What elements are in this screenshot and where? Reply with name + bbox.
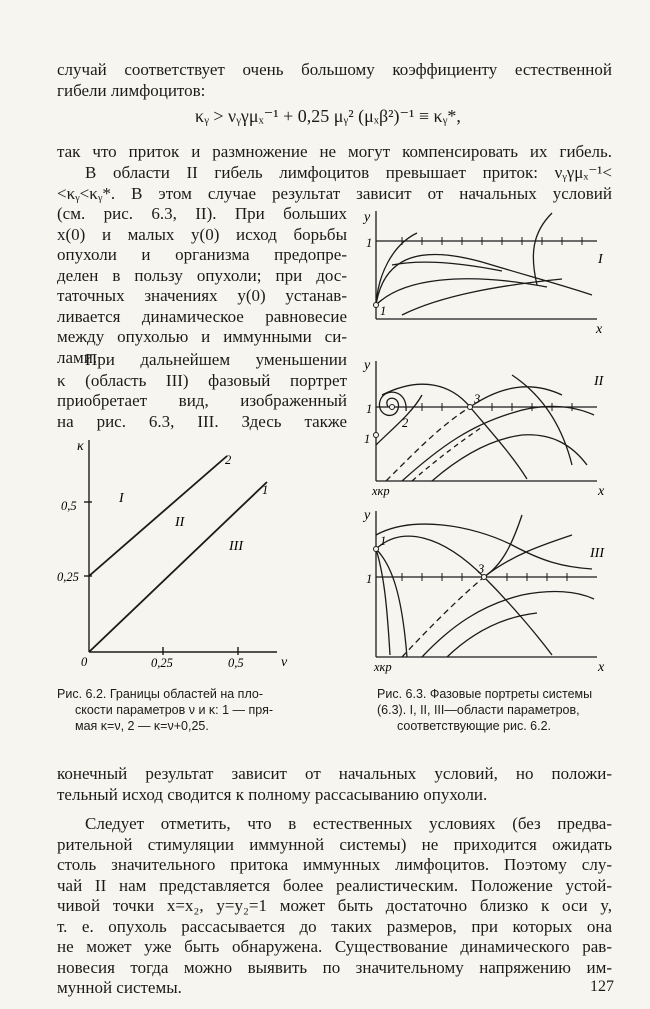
spiral	[379, 392, 406, 415]
x-axis-label: x	[596, 322, 603, 335]
x-critical-label: xкр	[372, 484, 390, 498]
trajectory	[376, 395, 422, 445]
y-one-label: 1	[366, 402, 373, 416]
text-line: таточных значениях y(0) устанав-	[57, 286, 347, 305]
figure-6-3-panel-III	[362, 505, 612, 675]
line-label-2: 2	[225, 453, 232, 467]
caption-line: соответствующие рис. 6.2.	[397, 719, 552, 733]
trajectory	[376, 233, 417, 305]
text-line: κ (область III) фазовый портрет	[57, 370, 347, 390]
trajectory	[533, 213, 552, 285]
text-line: Следует отметить, что в естественных условиях (без предва-	[85, 814, 612, 833]
text-line: случай соответствует очень большому коэффициенту естественной	[57, 60, 612, 79]
point-label-1: 1	[364, 432, 371, 446]
text-line: При дальнейшем уменьшении	[85, 350, 347, 369]
equilibrium-point-1	[374, 303, 379, 308]
equilibrium-point-1	[374, 433, 379, 438]
separatrix	[484, 535, 572, 577]
y-tick-label: 0,5	[61, 499, 77, 513]
y-tick-label: 0,25	[57, 570, 79, 584]
trajectory	[412, 427, 482, 481]
point-label-3: 3	[478, 562, 485, 576]
figure-6-3-panel-I	[362, 205, 612, 335]
text-line: так что приток и размножение не могут компенсировать их гибель.	[57, 142, 612, 161]
trajectory	[376, 536, 552, 655]
equilibrium-point-1	[374, 547, 379, 552]
text-line: между опухолью и иммунными си-	[57, 327, 347, 346]
y-one-label: 1	[366, 236, 373, 250]
origin-label: 0	[81, 655, 88, 669]
text-line: x(0) и малых y(0) исход борьбы	[57, 224, 347, 244]
trajectory	[402, 279, 562, 315]
trajectory	[484, 515, 522, 577]
paragraph-after-formula	[57, 142, 612, 163]
region-label-II: II	[175, 515, 185, 530]
paragraph-continuation	[57, 764, 612, 805]
text-line: <κᵧ<κᵧ*. В этом случае результат зависит от начальных условий	[57, 183, 612, 203]
text-line: чай II нам представляется более реалистическим. Положение устой-	[57, 875, 612, 895]
y-axis-label: y	[364, 508, 371, 523]
y-axis-label: κ	[77, 439, 84, 454]
panel-roman-II: II	[594, 374, 604, 389]
paragraph-conclusion	[57, 814, 612, 999]
caption-fig-6-3	[377, 686, 592, 734]
text-line: конечный результат зависит от начальных условий, но положи-	[57, 764, 612, 783]
text-line: не может уже быть обнаружена. Существование динамического рав-	[57, 937, 612, 956]
figure-6-3-panel-II	[362, 355, 612, 500]
formula-kappa-y: κᵧ > νᵧγμₓ⁻¹ + 0,25 μᵧ² (μₓβ²)⁻¹ ≡ κᵧ*,	[195, 106, 461, 126]
panel-roman-I: I	[598, 252, 603, 267]
text-line: новесия тогда можно выявить по значительному напряжению им-	[57, 957, 612, 977]
text-line: делен в пользу опухоли; при дос-	[57, 265, 347, 285]
region-label-I: I	[119, 491, 124, 506]
equilibrium-point-3	[468, 405, 473, 410]
x-critical-label: xкр	[374, 660, 392, 674]
text-line: столь значительного притока иммунных лимфоцитов. Поэтому слу-	[57, 855, 612, 874]
x-tick-label: 0,25	[151, 656, 173, 670]
x-axis-label: x	[598, 484, 605, 499]
x-axis-label: x	[598, 660, 605, 675]
line-label-1: 1	[262, 483, 269, 497]
text-line: лами.	[57, 347, 98, 367]
point-label-1: 1	[380, 534, 387, 548]
paragraph-intro	[57, 60, 612, 101]
point-label-2: 2	[402, 416, 409, 430]
text-line: приобретает вид, изображенный	[57, 391, 347, 410]
text-line: ливается динамическое равновесие	[57, 306, 347, 326]
text-line: тельный исход сводится к полному рассасыванию опухоли.	[57, 784, 488, 804]
trajectory	[432, 435, 587, 481]
text-line: рительной стимуляции иммунной системы) не приходится ожидать	[57, 834, 612, 854]
caption-fig-6-2	[57, 686, 273, 734]
paragraph-region3	[57, 347, 347, 432]
text-line: гибели лимфоцитов:	[57, 80, 206, 100]
text-line: на рис. 6.3, III. Здесь также	[57, 411, 347, 431]
line-1	[89, 482, 267, 652]
text-line: опухоли и организма предопре-	[57, 245, 347, 264]
paragraph-region2	[57, 163, 612, 204]
line-2	[89, 456, 227, 576]
paragraph-region2-narrow	[57, 204, 347, 368]
separatrix	[470, 387, 562, 407]
y-one-label: 1	[366, 572, 373, 586]
x-tick-label: 0,5	[228, 656, 244, 670]
point-label-3: 3	[474, 392, 481, 406]
y-axis-label: y	[364, 358, 371, 373]
text-line: мунной системы.	[57, 978, 182, 997]
x-axis-label: ν	[281, 655, 288, 670]
text-line: чивой точки x=x₂, y=y₂=1 может быть достаточно близко к оси y,	[57, 896, 612, 915]
region-label-III: III	[229, 539, 243, 554]
caption-line: мая κ=ν, 2 — κ=ν+0,25.	[75, 719, 209, 733]
text-line: т. е. опухоль рассасывается до таких размеров, при которых она	[57, 916, 612, 936]
panel-roman-III: III	[590, 546, 604, 561]
caption-line: Рис. 6.2. Границы областей на пло-	[57, 687, 263, 701]
point-label-1: 1	[380, 304, 387, 318]
text-line: В области II гибель лимфоцитов превышает приток: νᵧγμₓ⁻¹<	[85, 163, 612, 182]
caption-line: скости параметров ν и κ: 1 — пря-	[75, 703, 274, 717]
equilibrium-point-2	[390, 405, 395, 410]
figure-6-2	[55, 430, 295, 680]
separatrix	[402, 577, 484, 657]
text-line: (см. рис. 6.3, II). При больших	[57, 204, 347, 223]
caption-line: Рис. 6.3. Фазовые портреты системы	[377, 687, 593, 701]
caption-line: (6.3). I, II, III—области параметров,	[377, 703, 580, 717]
page-number: 127	[590, 978, 614, 995]
y-axis-label: y	[364, 210, 371, 225]
trajectory	[376, 279, 547, 305]
